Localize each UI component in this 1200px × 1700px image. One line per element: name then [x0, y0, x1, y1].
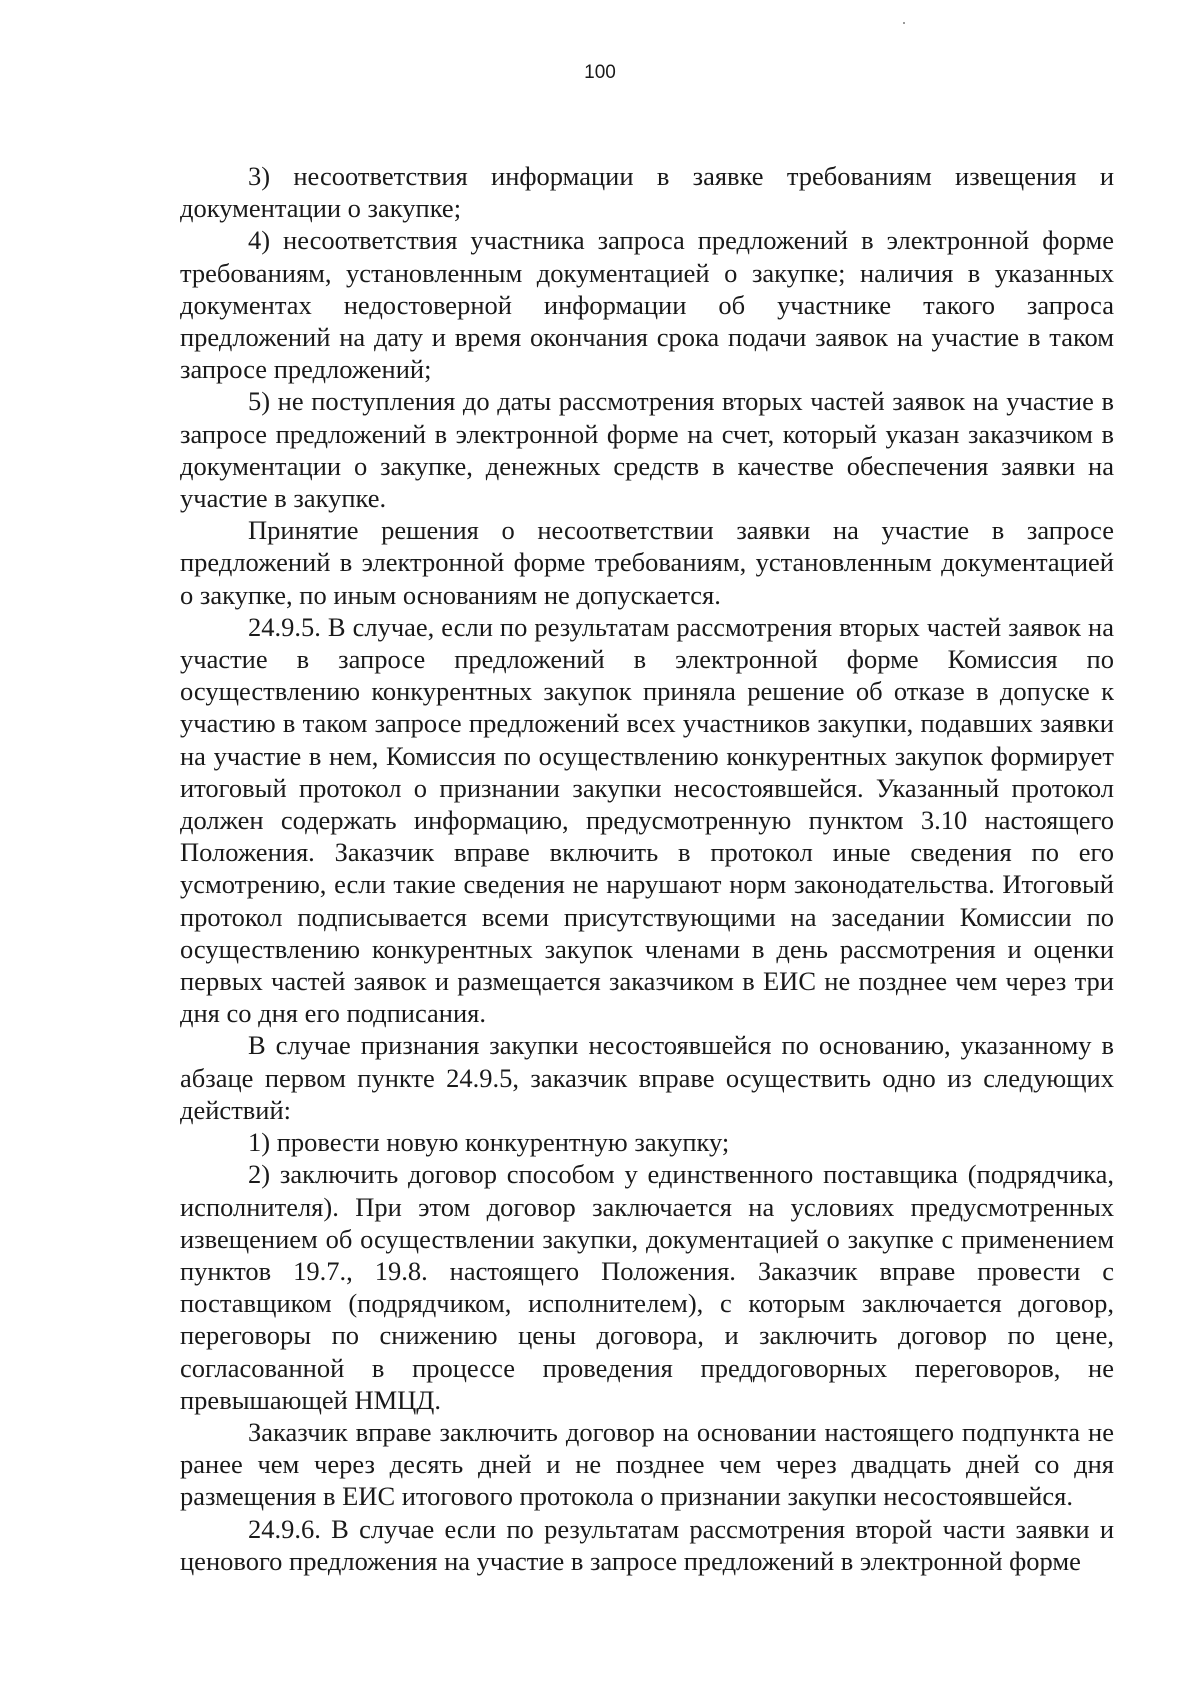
paragraph-item-4: 4) несоответствия участника запроса предложений в электронной форме требованиям, установленным документацией о закупке; наличия в указанных документах недостоверной информации об участнике такого запроса предложений на дату и время окончания срока подачи заявок на участие в таком запросе предложений; — [180, 225, 1114, 385]
paragraph-failed-procurement: В случае признания закупки несостоявшейся по основанию, указанному в абзаце первом пункте 24.9.5, заказчик вправе осуществить одно из следующих действий: — [180, 1030, 1114, 1125]
scan-artifact-dot — [903, 22, 905, 24]
page-number: 100 — [584, 62, 616, 83]
paragraph-24-9-6: 24.9.6. В случае если по результатам рассмотрения второй части заявки и ценового предложения на участие в запросе предложений в электронной форме — [180, 1513, 1114, 1576]
paragraph-item-3: 3) несоответствия информации в заявке требованиям извещения и документации о закупке; — [180, 161, 1114, 224]
paragraph-decision-rule: Принятие решения о несоответствии заявки на участие в запросе предложений в электронной форме требованиям, установленным документацией о закупке, по иным основаниям не допускается. — [180, 515, 1114, 610]
document-body — [180, 160, 1114, 1577]
paragraph-option-1: 1) провести новую конкурентную закупку; — [248, 1127, 730, 1158]
paragraph-item-5: 5) не поступления до даты рассмотрения вторых частей заявок на участие в запросе предложений в электронной форме на счет, который указан заказчиком в документации о закупке, денежных средств в качестве обеспечения заявки на участие в закупке. — [180, 386, 1114, 514]
paragraph-24-9-5: 24.9.5. В случае, если по результатам рассмотрения вторых частей заявок на участие в запросе предложений в электронной форме Комиссия по осуществлению конкурентных закупок приняла решение об отказе в допуске к участию в таком запросе предложений всех участников закупки, подавших заявки на участие в нем, Комиссия по осуществлению конкурентных закупок формирует итоговый протокол о признании закупки несостоявшейся. Указанный протокол должен содержать информацию, предусмотренную пунктом 3.10 настоящего Положения. Заказчик вправе включить в протокол иные сведения по его усмотрению, если такие сведения не нарушают норм законодательства. Итоговый протокол подписывается всеми присутствующими на заседании Комиссии по осуществлению конкурентных закупок членами в день рассмотрения и оценки первых частей заявок и размещается заказчиком в ЕИС не позднее чем через три дня со дня его подписания. — [180, 611, 1114, 1029]
paragraph-contract-timing: Заказчик вправе заключить договор на основании настоящего подпункта не ранее чем через десять дней и не позднее чем через двадцать дней со дня размещения в ЕИС итогового протокола о признании закупки несостоявшейся. — [180, 1416, 1114, 1512]
paragraph-option-2: 2) заключить договор способом у единственного поставщика (подрядчика, исполнителя). При этом договор заключается на условиях предусмотренных извещением об осуществлении закупки, документацией о закупке с применением пунктов 19.7., 19.8. настоящего Положения. Заказчик вправе провести с поставщиком (подрядчиком, исполнителем), с которым заключается договор, переговоры по снижению цены договора, и заключить договор по цене, согласованной в процессе проведения преддоговорных переговоров, не превышающей НМЦД. — [180, 1159, 1114, 1415]
